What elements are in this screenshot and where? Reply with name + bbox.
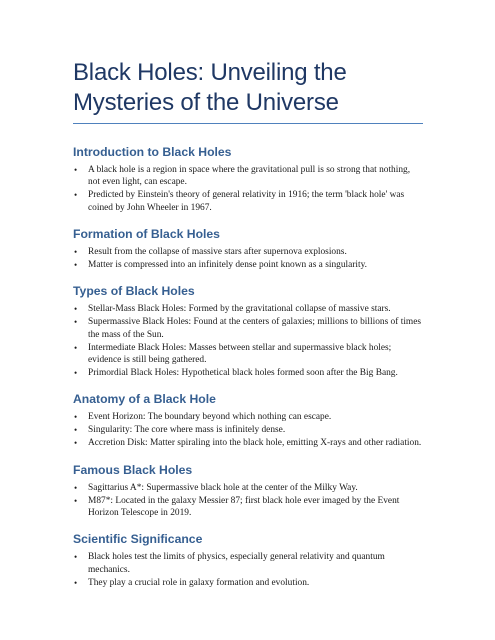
list-item-text: Result from the collapse of massive stars after supernova explosions. [88,247,347,258]
list-item [73,551,423,576]
section-heading: Famous Black Holes [73,462,193,477]
section [73,532,423,589]
list-item [73,259,423,271]
bullet-icon: • [74,260,78,271]
section-heading: Introduction to Black Holes [73,145,232,159]
bullet-icon: • [74,552,78,563]
list-item [73,342,423,367]
bullet-list [73,246,423,271]
sections-container [73,145,423,589]
list-item-text: Intermediate Black Holes: Masses between stellar and supermassive black holes; evidence is still being gathered. [88,342,392,366]
list-item-text: Matter is compressed into an infinitely dense point known as a singularity. [88,260,368,271]
list-item-text: Accretion Disk: Matter spiraling into the black hole, emitting X-rays and other radiation. [88,438,422,449]
section [73,227,423,271]
list-item-text: Predicted by Einstein's theory of general relativity in 1916; the term 'black hole' was coined by John Wheeler in 1967. [88,190,405,213]
list-item [73,367,423,379]
bullet-icon: • [74,412,78,423]
bullet-list [73,411,423,449]
title-divider [73,123,423,124]
list-item-text: Event Horizon: The boundary beyond which nothing can escape. [88,412,332,423]
list-item [73,164,423,189]
bullet-list [73,303,423,379]
section-heading: Scientific Significance [73,532,203,547]
list-item [73,411,423,423]
section-heading: Anatomy of a Black Hole [73,392,216,407]
list-item [73,577,423,589]
list-item-text: M87*: Located in the galaxy Messier 87; first black hole ever imaged by the Event Horizon Telescope in 2019. [88,495,400,518]
section [73,463,423,520]
list-item [73,316,423,341]
list-item [73,424,423,436]
section [73,392,423,449]
document-title: Black Holes: Unveiling the Mysteries of the Universe [73,59,347,116]
section-heading: Types of Black Holes [73,284,195,299]
bullet-icon: • [74,495,78,506]
bullet-icon: • [74,342,78,353]
list-item-text: They play a crucial role in galaxy formation and evolution. [88,577,310,588]
list-item [73,189,423,214]
list-item-text: Primordial Black Holes: Hypothetical black holes formed soon after the Big Bang. [88,367,398,378]
list-item-text: Sagittarius A*: Supermassive black hole at the center of the Milky Way. [88,482,358,493]
bullet-icon: • [74,247,78,258]
list-item [73,246,423,258]
bullet-list [73,482,423,520]
section [73,145,423,214]
list-item-text: Supermassive Black Holes: Found at the centers of galaxies; millions to billions of times the mass of the Sun. [88,317,422,340]
section [73,284,423,379]
bullet-icon: • [74,304,78,315]
bullet-icon: • [74,425,78,436]
list-item [73,303,423,315]
list-item-text: Singularity: The core where mass is infinitely dense. [88,425,286,436]
list-item-text: Stellar-Mass Black Holes: Formed by the gravitational collapse of massive stars. [88,304,391,315]
bullet-icon: • [74,482,78,493]
bullet-icon: • [74,577,78,588]
bullet-icon: • [74,165,78,175]
section-heading: Formation of Black Holes [73,227,220,242]
list-item [73,495,423,520]
list-item [73,437,423,449]
bullet-icon: • [74,367,78,378]
list-item [73,482,423,494]
bullet-list [73,551,423,589]
list-item-text: A black hole is a region in space where the gravitational pull is so strong that nothing, not even light, can escape. [88,165,411,188]
list-item-text: Black holes test the limits of physics, especially general relativity and quantum mechanics. [88,552,385,575]
bullet-icon: • [74,190,78,201]
bullet-icon: • [74,317,78,328]
bullet-list [73,164,423,214]
bullet-icon: • [74,438,78,449]
